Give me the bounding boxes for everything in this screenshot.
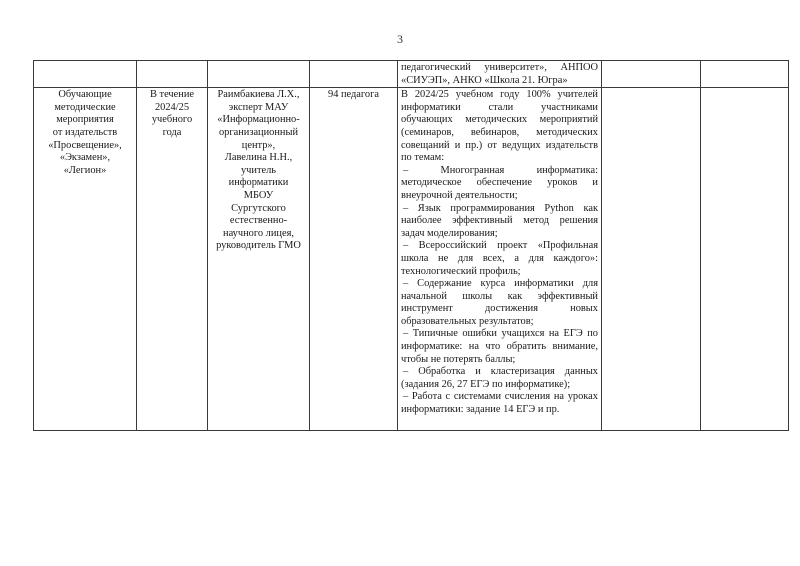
responsible-line: Лавелина Н.Н., (224, 152, 293, 164)
event-line: «Легион» (63, 164, 107, 176)
period-line: учебного (151, 114, 193, 126)
cell-responsible (208, 61, 310, 88)
responsible-line: Сургутского (231, 202, 286, 214)
results-topic: – Язык программирования Python как наиболее эффективный метод решения задач моделирования; (401, 202, 598, 239)
cell-col6 (602, 61, 701, 88)
event-line: от издательств (52, 126, 118, 138)
cell-responsible (208, 88, 310, 431)
cell-col7 (701, 88, 789, 431)
cell-col7 (701, 61, 789, 88)
results-topic: – Типичные ошибки учащихся на ЕГЭ по информатике: на что обратить внимание, чтобы не потерять баллы; (401, 328, 598, 365)
event-line: Обучающие (58, 89, 112, 101)
event-line: методические (54, 101, 116, 113)
activities-table (33, 60, 789, 431)
results-continuation-text: педагогический университет», АНПОО «СИУЭП», АНКО «Школа 21. Югра» (401, 62, 598, 86)
responsible-line: МБОУ (243, 189, 274, 201)
results-intro: В 2024/25 учебном году 100% учителей информатики стали участниками обучающих методических мероприятий (семинаров, вебинаров, методических совещаний и пр.) от ведущих издательств по темам: (401, 89, 598, 164)
responsible-line: эксперт МАУ (228, 101, 289, 113)
results-topic: – Всероссийский проект «Профильная школа не для всех, а для каждого»: технологический профиль; (401, 240, 598, 277)
cell-period (137, 88, 208, 431)
cell-results (398, 88, 602, 431)
table-row-continuation (34, 61, 789, 88)
results-topic: – Работа с системами счисления на уроках информатики: задание 14 ЕГЭ и пр. (401, 391, 598, 416)
responsible-line: Раимбакиева Л.Х., (217, 89, 300, 101)
responsible-line: научного лицея, (223, 227, 294, 239)
event-line: «Экзамен», (59, 152, 111, 164)
event-line: мероприятия (56, 114, 114, 126)
cell-col6 (602, 88, 701, 431)
responsible-line: центр», (241, 139, 276, 151)
cell-period (137, 61, 208, 88)
period-line: В течение (150, 89, 194, 101)
results-topic: – Многогранная информатика: методическое обеспечение уроков и внеурочной деятельности; (401, 164, 598, 201)
responsible-line: руководитель ГМО (216, 240, 301, 252)
responsible-line: учитель (240, 164, 277, 176)
period-line: года (162, 126, 182, 138)
responsible-line: информатики (228, 177, 289, 189)
responsible-line: естественно- (229, 215, 288, 227)
period-line: 2024/25 (154, 101, 190, 113)
cell-participants (310, 61, 398, 88)
cell-participants: 94 педагога (310, 88, 398, 431)
responsible-line: организационный (218, 126, 299, 138)
cell-event (34, 88, 137, 431)
results-topic: – Содержание курса информатики для начальной школы как эффективный инструмент достижения новых образовательных результатов; (401, 278, 598, 327)
table-row (34, 88, 789, 431)
page-number: 3 (397, 32, 403, 46)
results-topic: – Обработка и кластеризация данных (задания 26, 27 ЕГЭ по информатике); (401, 366, 598, 390)
cell-results (398, 61, 602, 88)
event-line: «Просвещение», (48, 139, 122, 151)
cell-event (34, 61, 137, 88)
responsible-line: «Информационно- (217, 114, 300, 126)
